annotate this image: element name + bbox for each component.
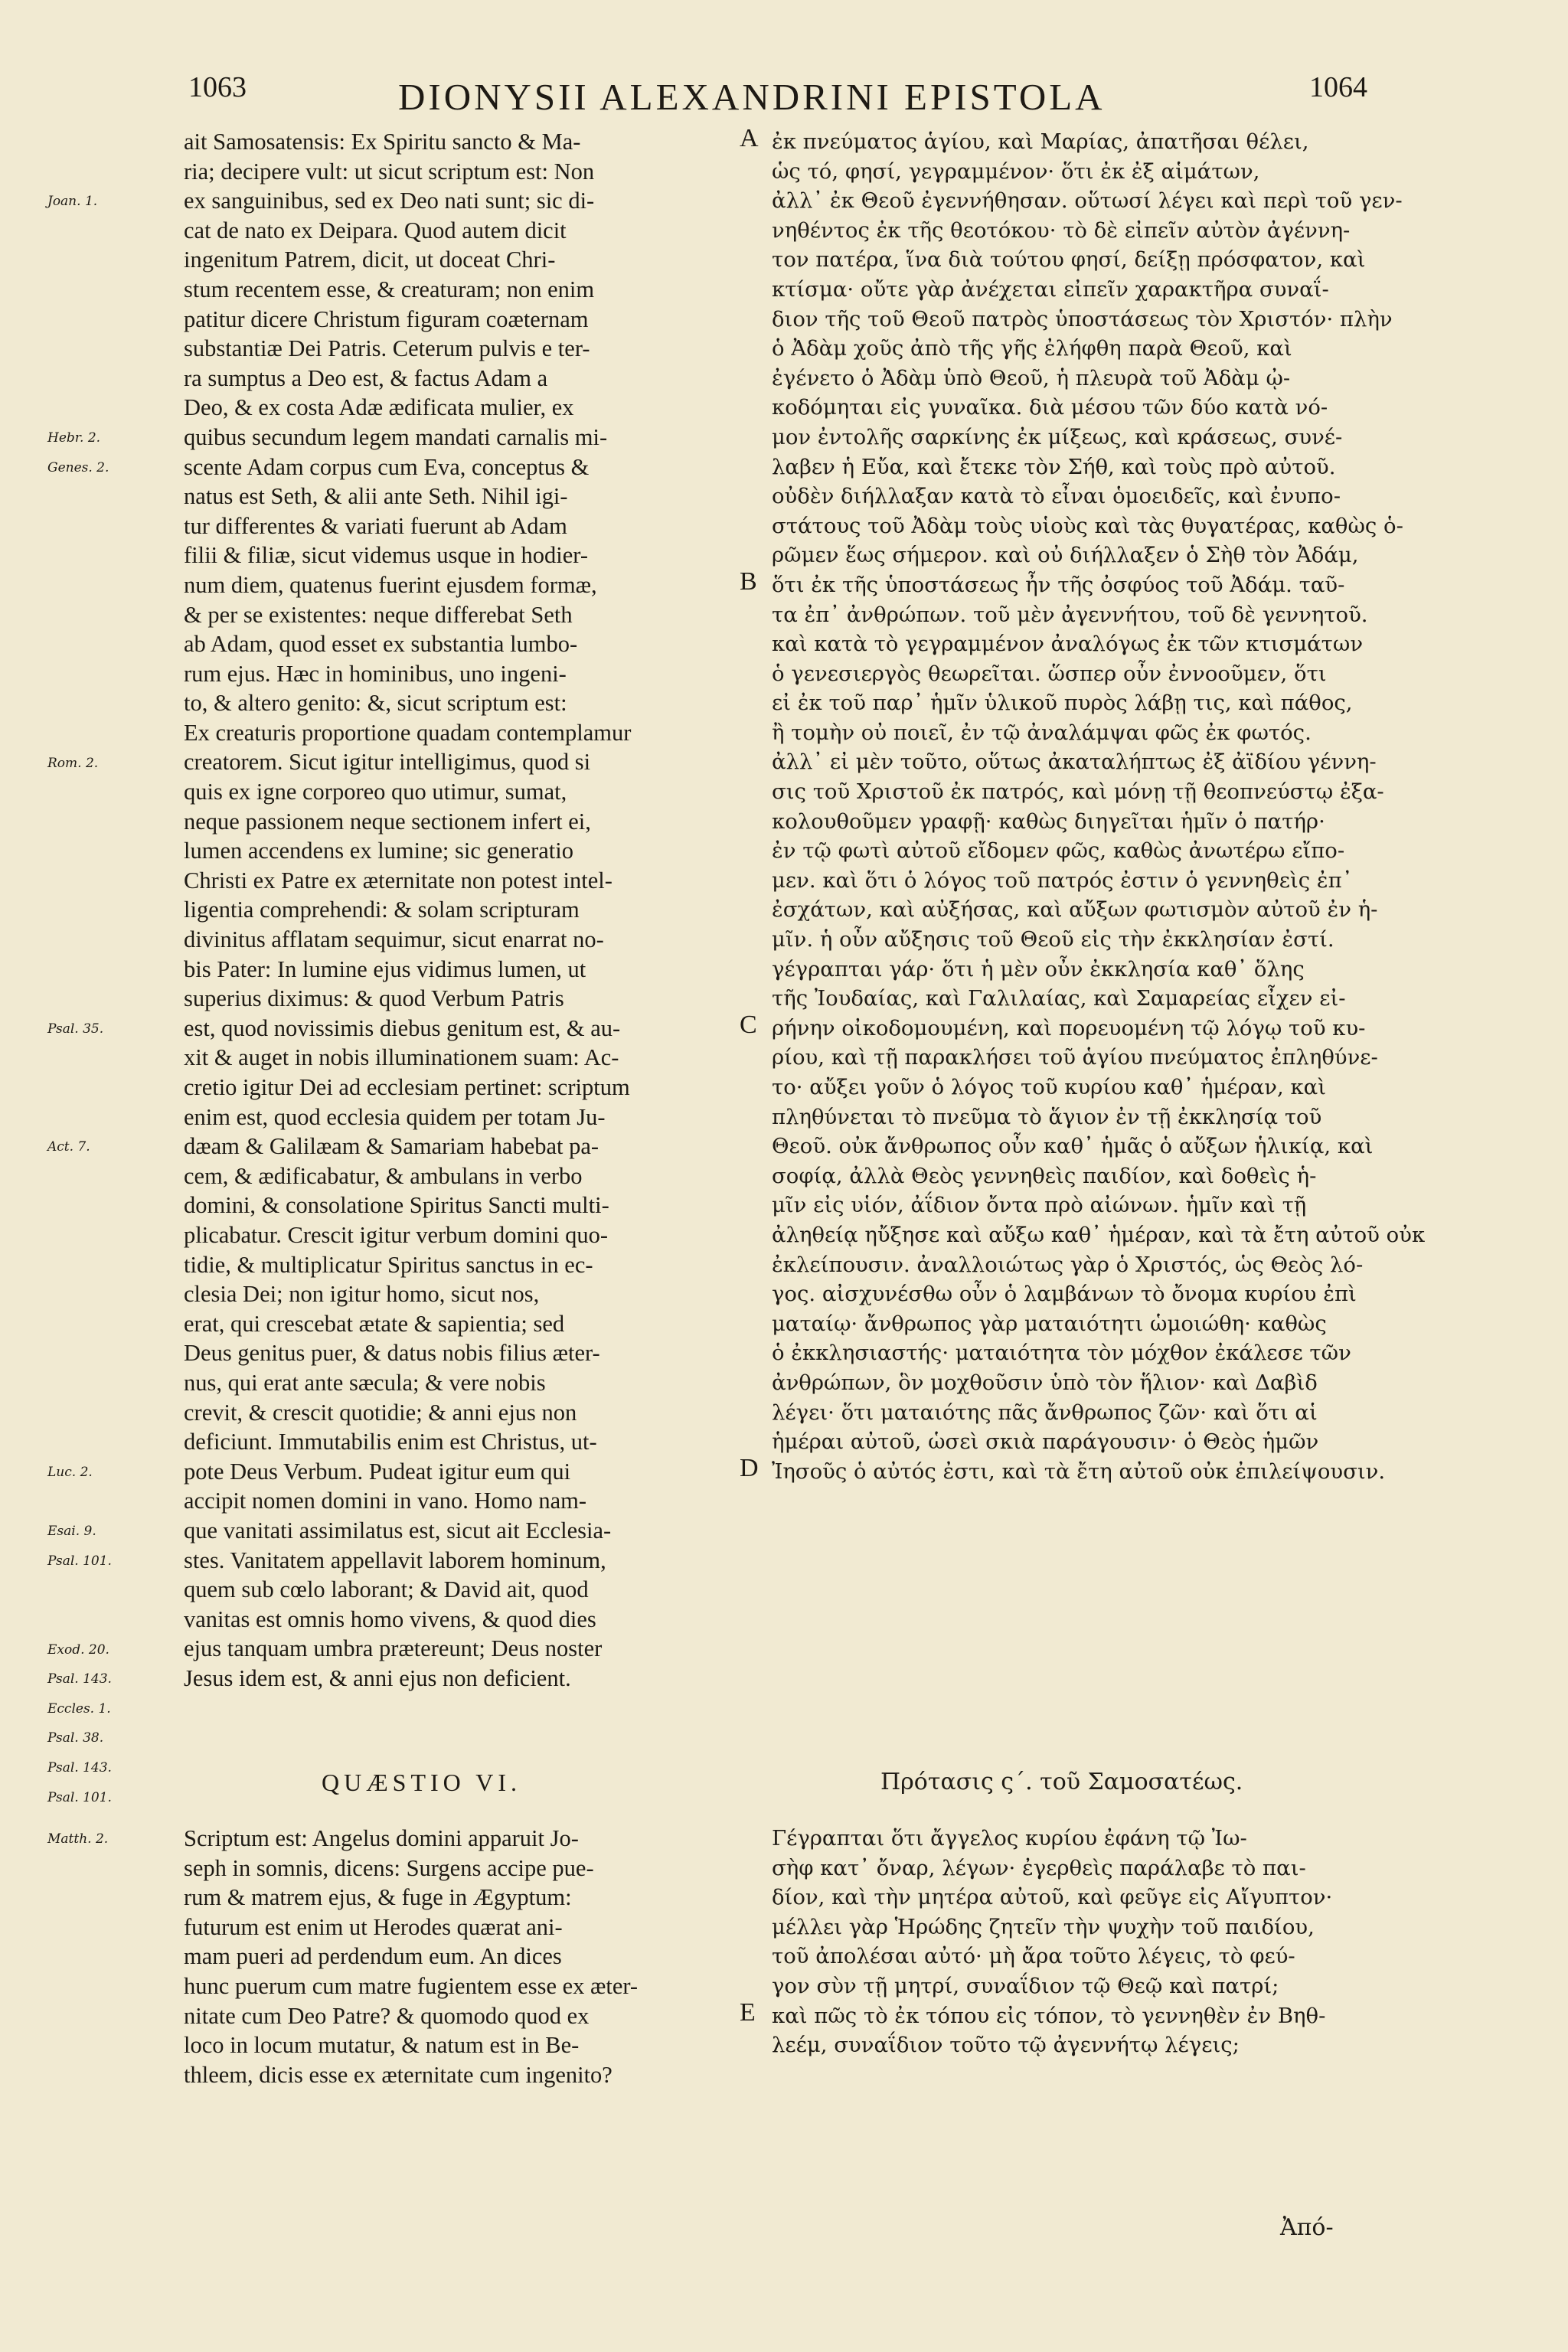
text-line: διον τῆς τοῦ Θεοῦ πατρὸς ὑποστάσεως τὸν Χριστόν· πλὴν xyxy=(772,306,1393,332)
text-line: νηθέντος ἐκ τῆς θεοτόκου· τὸ δὲ εἰπεῖν αὐτὸν ἀγέννη- xyxy=(772,217,1351,243)
margin-note: Psal. 35. xyxy=(47,1021,104,1037)
text-line: ἐσχάτων, καὶ αὐξήσας, καὶ αὔξων φωτισμὸν αὐτοῦ ἐν ἡ- xyxy=(772,897,1378,923)
text-line: lumen accendens ex lumine; sic generatio xyxy=(184,838,573,864)
text-line: vanitas est omnis homo vivens, & quod dies xyxy=(184,1606,596,1632)
text-line: ἡμέραι αὐτοῦ, ὡσεὶ σκιὰ παράγουσιν· ὁ Θεὸς ἡμῶν xyxy=(772,1429,1319,1455)
text-line: ἐκλείπουσιν. ἀναλλοιώτως γὰρ ὁ Χριστός, ὡς Θεὸς λό- xyxy=(772,1252,1364,1277)
text-line: ex sanguinibus, sed ex Deo nati sunt; sic di- xyxy=(184,188,595,214)
margin-note: Rom. 2. xyxy=(47,755,99,771)
text-line: rum ejus. Hæc in hominibus, uno ingeni- xyxy=(184,660,567,687)
text-line: Christi ex Patre ex æternitate non potest intel- xyxy=(184,867,612,893)
margin-note: Psal. 143. xyxy=(47,1671,112,1687)
section-letter: E xyxy=(740,1998,756,2027)
text-line: Ex creaturis proportione quadam contemplamur xyxy=(184,719,632,746)
text-line: οὐδὲν διήλλαξαν κατὰ τὸ εἶναι ὁμοειδεῖς, καὶ ἐνυπο- xyxy=(772,484,1341,509)
text-line: ἀνθρώπων, ὃν μοχθοῦσιν ὑπὸ τὸν ἥλιον· καὶ Δαβὶδ xyxy=(772,1370,1318,1395)
text-line: cretio igitur Dei ad ecclesiam pertinet: scriptum xyxy=(184,1074,630,1100)
text-line: σις τοῦ Χριστοῦ ἐκ πατρός, καὶ μόνῃ τῇ θεοπνεύστῳ ἐξα- xyxy=(772,779,1384,805)
text-line: stes. Vanitatem appellavit laborem hominum, xyxy=(184,1547,606,1573)
text-line: γέγραπται γάρ· ὅτι ἡ μὲν οὖν ἐκκλησία καθ᾽ ὅλης xyxy=(772,956,1305,982)
text-line: Jesus idem est, & anni ejus non deficient. xyxy=(184,1664,571,1691)
text-line: δίον, καὶ τὴν μητέρα αὐτοῦ, καὶ φεῦγε εἰς Αἴγυπτον· xyxy=(772,1885,1333,1910)
section-letter: B xyxy=(740,567,757,596)
text-line: ὁ Ἀδὰμ χοῦς ἀπὸ τῆς γῆς ἐλήφθη παρὰ Θεοῦ, καὶ xyxy=(772,336,1292,361)
text-line: ματαίῳ· ἄνθρωπος γὰρ ματαιότητι ὡμοιώθη· καθὼς xyxy=(772,1311,1327,1336)
question-heading-greek: Πρότασις ς´. τοῦ Σαμοσατέως. xyxy=(880,1769,1243,1795)
margin-note: Psal. 101. xyxy=(47,1553,112,1569)
text-line: το· αὔξει γοῦν ὁ λόγος τοῦ κυρίου καθ᾽ ἡμέραν, καὶ xyxy=(772,1075,1327,1099)
text-line: κοδόμηται εἰς γυναῖκα. διὰ μέσου τῶν δύο κατὰ νό- xyxy=(772,395,1328,420)
text-line: Deo, & ex costa Adæ ædificata mulier, ex xyxy=(184,394,574,421)
greek-column-question xyxy=(772,1824,1452,2060)
text-line: ρίου, καὶ τῇ παρακλήσει τοῦ ἁγίου πνεύματος ἐπληθύνε- xyxy=(772,1045,1378,1070)
text-line: ἀλλ᾽ εἰ μὲν τοῦτο, οὕτως ἀκαταλήπτως ἐξ ἀϊδίου γέννη- xyxy=(772,750,1377,775)
text-line: καὶ πῶς τὸ ἐκ τόπου εἰς τόπον, τὸ γεννηθὲν ἐν Βηθ- xyxy=(772,2003,1326,2028)
text-line: hunc puerum cum matre fugientem esse ex æter- xyxy=(184,1972,639,1999)
margin-note: Psal. 143. xyxy=(47,1760,112,1775)
text-line: seph in somnis, dicens: Surgens accipe pue- xyxy=(184,1854,594,1881)
text-line: λέγει· ὅτι ματαιότης πᾶς ἄνθρωπος ζῶν· καὶ ὅτι αἱ xyxy=(772,1400,1318,1425)
text-line: num diem, quatenus fuerint ejusdem formæ, xyxy=(184,571,597,598)
text-line: clesia Dei; non igitur homo, sicut nos, xyxy=(184,1281,540,1308)
page-number-right: 1064 xyxy=(1309,71,1367,103)
text-line: πληθύνεται τὸ πνεῦμα τὸ ἅγιον ἐν τῇ ἐκκλησίᾳ τοῦ xyxy=(772,1104,1322,1129)
text-line: futurum est enim ut Herodes quærat ani- xyxy=(184,1913,563,1940)
text-line: ria; decipere vult: ut sicut scriptum est: Non xyxy=(184,158,595,185)
latin-column-question xyxy=(184,1824,737,2089)
text-line: plicabatur. Crescit igitur verbum domini quo- xyxy=(184,1221,608,1248)
text-line: natus est Seth, & alii ante Seth. Nihil igi- xyxy=(184,483,568,510)
text-line: εἰ ἐκ τοῦ παρ᾽ ἡμῖν ὑλικοῦ πυρὸς λάβῃ τις, καὶ πάθος, xyxy=(772,691,1353,716)
margin-note: Psal. 101. xyxy=(47,1789,112,1805)
text-line: σὴφ κατ᾽ ὄναρ, λέγων· ἐγερθεὶς παράλαβε τὸ παι- xyxy=(772,1855,1306,1880)
text-line: κτίσμα· οὔτε γὰρ ἀνέχεται εἰπεῖν χαρακτῆρα συναΐ- xyxy=(772,276,1329,302)
text-line: ait Samosatensis: Ex Spiritu sancto & Ma- xyxy=(184,129,581,155)
margin-note: Hebr. 2. xyxy=(47,430,101,446)
text-line: μῖν. ἡ οὖν αὔξησις τοῦ Θεοῦ εἰς τὴν ἐκκλησίαν ἐστί. xyxy=(772,927,1334,952)
text-line: creatorem. Sicut igitur intelligimus, quod si xyxy=(184,749,591,776)
text-line: & per se existentes: neque differebat Seth xyxy=(184,601,573,628)
text-line: ἢ τομὴν οὐ ποιεῖ, ἐν τῷ ἀναλάμψαι φῶς ἐκ φωτός. xyxy=(772,720,1312,745)
text-line: erat, qui crescebat ætate & sapientia; sed xyxy=(184,1310,565,1337)
text-line: ingenitum Patrem, dicit, ut doceat Chri- xyxy=(184,247,556,273)
text-line: λαβεν ἡ Εὔα, καὶ ἔτεκε τὸν Σήθ, καὶ τοὺς πρὸ αὐτοῦ. xyxy=(772,454,1336,479)
text-line: est, quod novissimis diebus genitum est, & au- xyxy=(184,1014,621,1041)
text-line: quibus secundum legem mandati carnalis mi- xyxy=(184,423,608,450)
text-line: superius diximus: & quod Verbum Patris xyxy=(184,985,564,1012)
text-line: tidie, & multiplicatur Spiritus sanctus in ec- xyxy=(184,1251,593,1278)
running-title: DIONYSII ALEXANDRINI EPISTOLA xyxy=(398,76,1106,118)
text-line: μον ἐντολῆς σαρκίνης ἐκ μίξεως, καὶ κράσεως, συνέ- xyxy=(772,424,1343,449)
text-line: bis Pater: In lumine ejus vidimus lumen, ut xyxy=(184,956,586,982)
text-line: xit & auget in nobis illuminationem suam: Ac- xyxy=(184,1044,619,1071)
text-line: ra sumptus a Deo est, & factus Adam a xyxy=(184,364,548,391)
text-line: ἀληθείᾳ ηὔξησε καὶ αὔξω καθ᾽ ἡμέραν, καὶ τὰ ἔτη αὐτοῦ οὐκ xyxy=(772,1222,1426,1247)
text-line: accipit nomen domini in vano. Homo nam- xyxy=(184,1488,587,1514)
text-line: divinitus afflatam sequimur, sicut enarrat no- xyxy=(184,926,604,953)
text-line: scente Adam corpus cum Eva, conceptus & xyxy=(184,453,590,480)
text-line: domini, & consolatione Spiritus Sancti multi- xyxy=(184,1192,609,1219)
text-line: stum recentem esse, & creaturam; non enim xyxy=(184,276,595,302)
text-line: que vanitati assimilatus est, sicut ait Ecclesia- xyxy=(184,1517,612,1544)
latin-column xyxy=(184,127,737,1693)
text-line: στάτους τοῦ Ἀδὰμ τοὺς υἱοὺς καὶ τὰς θυγατέρας, καθὼς ὁ- xyxy=(772,513,1403,538)
text-line: τον πατέρα, ἵνα διὰ τούτου φησί, δείξῃ πρόσφατον, καὶ xyxy=(772,247,1366,273)
text-line: τα ἐπ᾽ ἀνθρώπων. τοῦ μὲν ἀγεννήτου, τοῦ δὲ γεννητοῦ. xyxy=(772,602,1368,627)
text-line: Θεοῦ. οὐκ ἄνθρωπος οὖν καθ᾽ ἡμᾶς ὁ αὔξων ἡλικίᾳ, καὶ xyxy=(772,1134,1374,1159)
text-line: mam pueri ad perdendum eum. An dices xyxy=(184,1943,562,1970)
text-line: enim est, quod ecclesia quidem per totam Ju- xyxy=(184,1103,606,1130)
text-line: ἐκ πνεύματος ἁγίου, καὶ Μαρίας, ἀπατῆσαι θέλει, xyxy=(772,129,1309,154)
text-line: deficiunt. Immutabilis enim est Christus, ut- xyxy=(184,1429,597,1455)
text-line: thleem, dicis esse ex æternitate cum ingenito? xyxy=(184,2061,612,2088)
margin-note: Exod. 20. xyxy=(47,1642,109,1658)
text-line: cem, & ædificabatur, & ambulans in verbo xyxy=(184,1162,583,1189)
text-line: dæam & Galilæam & Samariam habebat pa- xyxy=(184,1133,599,1160)
text-line: quem sub cœlo laborant; & David ait, quod xyxy=(184,1576,589,1603)
text-line: ligentia comprehendi: & solam scripturam xyxy=(184,897,580,923)
margin-note: Psal. 38. xyxy=(47,1730,104,1746)
text-line: γος. αἰσχυνέσθω οὖν ὁ λαμβάνων τὸ ὄνομα κυρίου ἐπὶ xyxy=(772,1282,1357,1307)
text-line: rum & matrem ejus, & fuge in Ægyptum: xyxy=(184,1884,572,1911)
question-heading-latin: QUÆSTIO VI. xyxy=(322,1769,521,1796)
text-line: substantiæ Dei Patris. Ceterum pulvis e ter- xyxy=(184,335,590,362)
text-line: ὡς τό, φησί, γεγραμμένον· ὅτι ἐκ ἐξ αἱμάτων, xyxy=(772,158,1260,184)
margin-note: Eccles. 1. xyxy=(47,1700,111,1717)
text-line: τοῦ ἀπολέσαι αὐτό· μὴ ἄρα τοῦτο λέγεις, τὸ φεύ- xyxy=(772,1944,1295,1969)
text-line: loco in locum mutatur, & natum est in Be- xyxy=(184,2032,580,2059)
text-line: ejus tanquam umbra prætereunt; Deus noster xyxy=(184,1635,603,1662)
margin-note: Genes. 2. xyxy=(47,459,109,475)
text-line: ἐν τῷ φωτὶ αὐτοῦ εἴδομεν φῶς, καθὼς ἀνωτέρω εἴπο- xyxy=(772,838,1345,864)
text-line: κολουθοῦμεν γραφῇ· καθὼς διηγεῖται ἡμῖν ὁ πατήρ· xyxy=(772,808,1325,834)
text-line: ρῶμεν ἕως σήμερον. καὶ οὐ διήλλαξεν ὁ Σὴθ τὸν Ἀδάμ, xyxy=(772,543,1359,568)
text-line: ρήνην οἰκοδομουμένη, καὶ πορευομένη τῷ λόγῳ τοῦ κυ- xyxy=(772,1015,1366,1040)
text-line: cat de nato ex Deipara. Quod autem dicit xyxy=(184,217,567,243)
text-line: ὁ ἐκκλησιαστής· ματαιότητα τὸν μόχθον ἐκάλεσε τῶν xyxy=(772,1341,1351,1366)
text-line: neque passionem neque sectionem infert ei, xyxy=(184,808,591,835)
text-line: crevit, & crescit quotidie; & anni ejus non xyxy=(184,1399,577,1426)
text-line: λεέμ, συναΐδιον τοῦτο τῷ ἀγεννήτῳ λέγεις; xyxy=(772,2033,1240,2058)
text-line: to, & altero genito: &, sicut scriptum est: xyxy=(184,690,567,717)
text-line: ὁ γενεσιεργὸς θεωρεῖται. ὥσπερ οὖν ἐννοοῦμεν, ὅτι xyxy=(772,661,1327,686)
text-line: pote Deus Verbum. Pudeat igitur eum qui xyxy=(184,1458,571,1485)
section-letter: D xyxy=(740,1454,759,1482)
text-line: Scriptum est: Angelus domini apparuit Jo- xyxy=(184,1825,579,1851)
text-line: καὶ κατὰ τὸ γεγραμμένον ἀναλόγως ἐκ τῶν κτισμάτων xyxy=(772,632,1364,657)
text-line: quis ex igne corporeo quo utimur, sumat, xyxy=(184,779,567,805)
text-line: tur differentes & variati fuerunt ab Adam xyxy=(184,512,567,539)
text-line: μῖν εἰς υἱόν, ἀΐδιον ὄντα πρὸ αἰώνων. ἡμῖν καὶ τῇ xyxy=(772,1193,1307,1218)
margin-note: Esai. 9. xyxy=(47,1524,96,1540)
text-line: ὅτι ἐκ τῆς ὑποστάσεως ἦν τῆς ὀσφύος τοῦ Ἀδάμ. ταῦ- xyxy=(772,572,1345,597)
text-line: ἀλλ᾽ ἐκ Θεοῦ ἐγεννήθησαν. οὕτωσί λέγει καὶ περὶ τοῦ γεν- xyxy=(772,188,1403,214)
margin-note: Joan. 1. xyxy=(47,194,98,210)
text-line: μέλλει γὰρ Ἡρώδης ζητεῖν τὴν ψυχὴν τοῦ παιδίου, xyxy=(772,1914,1315,1939)
section-letter: A xyxy=(740,124,759,152)
text-line: nitate cum Deo Patre? & quomodo quod ex xyxy=(184,2002,590,2029)
text-line: γον σὺν τῇ μητρί, συναΐδιον τῷ Θεῷ καὶ πατρί; xyxy=(772,1973,1279,1998)
text-line: μεν. καὶ ὅτι ὁ λόγος τοῦ πατρός ἐστιν ὁ γεννηθεὶς ἐπ᾽ xyxy=(772,867,1353,893)
text-line: ab Adam, quod esset ex substantia lumbo- xyxy=(184,631,578,658)
greek-column xyxy=(772,127,1452,1486)
text-line: nus, qui erat ante sæcula; & vere nobis xyxy=(184,1369,546,1396)
margin-note: Matth. 2. xyxy=(47,1831,109,1847)
text-line: σοφίᾳ, ἀλλὰ Θεὸς γεννηθεὶς παιδίον, καὶ δοθεὶς ἡ- xyxy=(772,1163,1317,1188)
text-line: τῆς Ἰουδαίας, καὶ Γαλιλαίας, καὶ Σαμαρείας εἶχεν εἰ- xyxy=(772,986,1346,1011)
text-line: Deus genitus puer, & datus nobis filius æter- xyxy=(184,1340,600,1367)
margin-note: Act. 7. xyxy=(47,1139,90,1155)
text-line: patitur dicere Christum figuram coæternam xyxy=(184,305,589,332)
text-line: filii & filiæ, sicut videmus usque in hodier- xyxy=(184,542,589,569)
page-number-left: 1063 xyxy=(188,71,247,103)
catchword: Ἀπό- xyxy=(1280,2214,1334,2241)
text-line: Γέγραπται ὅτι ἄγγελος κυρίου ἐφάνη τῷ Ἰω- xyxy=(772,1826,1247,1851)
section-letter: C xyxy=(740,1011,757,1039)
text-line: ἐγένετο ὁ Ἀδὰμ ὑπὸ Θεοῦ, ἡ πλευρὰ τοῦ Ἀδὰμ ᾠ- xyxy=(772,365,1291,390)
margin-note: Luc. 2. xyxy=(47,1465,93,1480)
text-line: Ἰησοῦς ὁ αὐτός ἐστι, καὶ τὰ ἔτη αὐτοῦ οὐκ ἐπιλείψουσιν. xyxy=(772,1459,1386,1484)
